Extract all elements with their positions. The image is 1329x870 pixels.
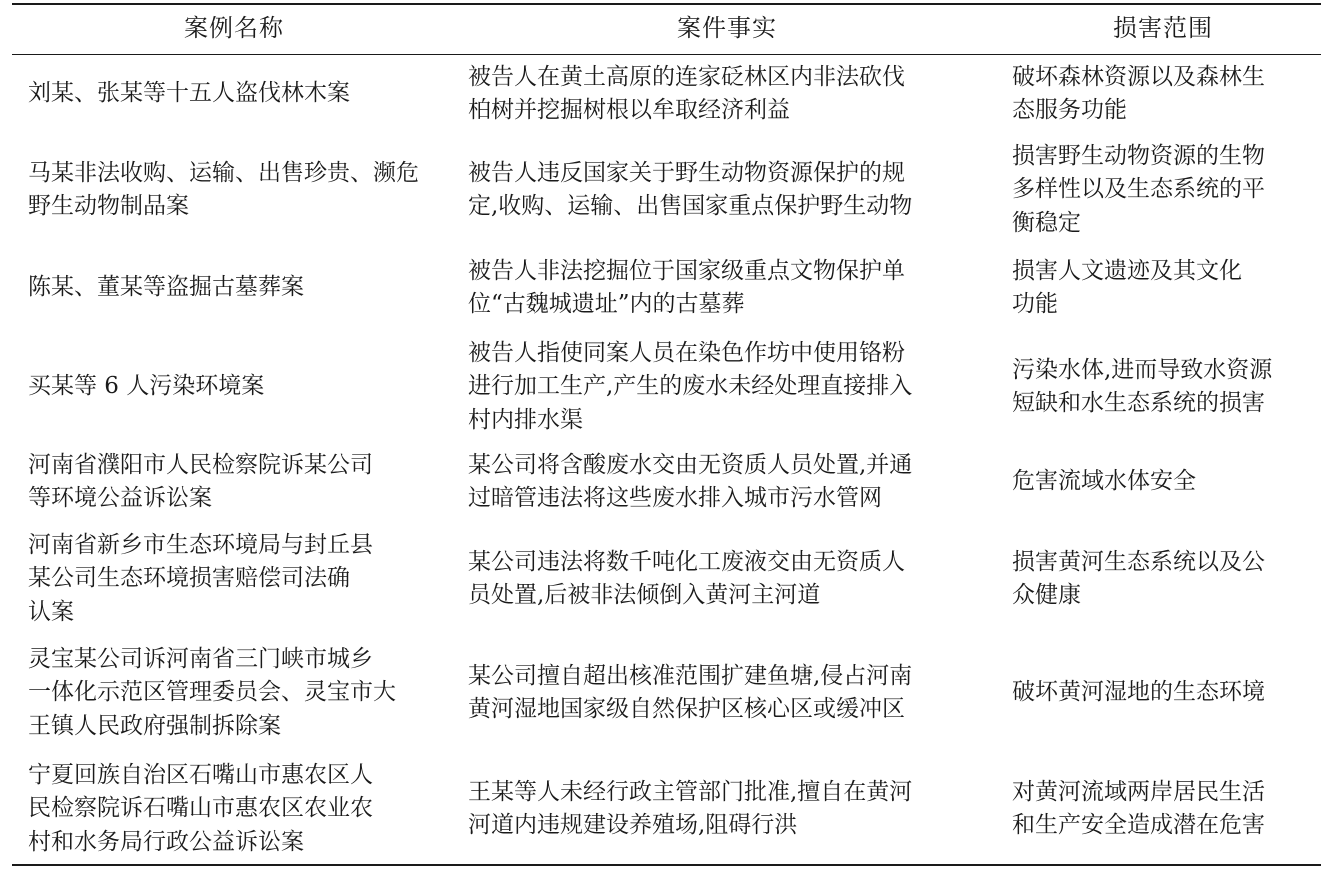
table-header-rule	[12, 54, 1321, 55]
damage-scope-cell: 损害黄河生态系统以及公 众健康	[1012, 548, 1265, 608]
table-row	[0, 58, 1329, 130]
case-fact-cell: 王某等人未经行政主管部门批准,擅自在黄河 河道内违规建设养殖场,阻碍行洪	[468, 778, 913, 838]
damage-scope-cell: 破坏黄河湿地的生态环境	[1012, 679, 1265, 706]
case-fact-cell: 被告人非法挖掘位于国家级重点文物保护单 位“古魏城遗址”内的古墓葬	[468, 257, 905, 317]
table-row	[0, 136, 1329, 244]
table-top-rule	[12, 3, 1321, 5]
header-case-name: 案例名称	[184, 14, 284, 42]
damage-scope-cell: 破坏森林资源以及森林生 态服务功能	[1012, 63, 1265, 123]
case-fact-cell: 某公司擅自超出核准范围扩建鱼塘,侵占河南 黄河湿地国家级自然保护区核心区或缓冲区	[468, 662, 913, 722]
damage-scope-cell: 损害野生动物资源的生物 多样性以及生态系统的平 衡稳定	[1012, 142, 1265, 236]
table-row	[0, 334, 1329, 440]
case-fact-cell: 某公司将含酸废水交由无资质人员处置,并通 过暗管违法将这些废水排入城市污水管网	[468, 451, 913, 511]
case-name-cell: 河南省新乡市生态环境局与封丘县 某公司生态环境损害赔偿司法确 认案	[28, 531, 373, 625]
table-row	[0, 446, 1329, 518]
damage-scope-cell: 污染水体,进而导致水资源 短缺和水生态系统的损害	[1012, 356, 1273, 416]
table-row	[0, 756, 1329, 862]
case-name-cell: 刘某、张某等十五人盗伐林木案	[28, 80, 350, 107]
table-header	[0, 6, 1329, 54]
table-bottom-rule	[12, 864, 1321, 866]
damage-scope-cell: 对黄河流域两岸居民生活 和生产安全造成潜在危害	[1012, 778, 1265, 838]
damage-scope-cell: 危害流域水体安全	[1012, 468, 1196, 495]
case-name-cell: 买某等 6 人污染环境案	[28, 373, 265, 400]
table-row	[0, 640, 1329, 746]
case-name-cell: 灵宝某公司诉河南省三门峡市城乡 一体化示范区管理委员会、灵宝市大 王镇人民政府强制拆除案	[28, 645, 396, 739]
case-name-cell: 马某非法收购、运输、出售珍贵、濒危 野生动物制品案	[28, 159, 419, 219]
header-damage-scope: 损害范围	[1113, 14, 1213, 42]
case-fact-cell: 某公司违法将数千吨化工废液交由无资质人 员处置,后被非法倾倒入黄河主河道	[468, 548, 905, 608]
damage-scope-cell: 损害人文遗迹及其文化 功能	[1012, 257, 1242, 317]
case-fact-cell: 被告人在黄土高原的连家砭林区内非法砍伐 柏树并挖掘树根以牟取经济利益	[468, 63, 905, 123]
table-row	[0, 250, 1329, 326]
case-fact-cell: 被告人指使同案人员在染色作坊中使用铬粉 进行加工生产,产生的废水未经处理直接排入 村内排水渠	[468, 339, 913, 433]
case-name-cell: 河南省濮阳市人民检察院诉某公司 等环境公益诉讼案	[28, 451, 373, 511]
table-row	[0, 526, 1329, 632]
case-name-cell: 陈某、董某等盗掘古墓葬案	[28, 274, 304, 301]
case-name-cell: 宁夏回族自治区石嘴山市惠农区人 民检察院诉石嘴山市惠农区农业农 村和水务局行政公益诉讼案	[28, 761, 373, 855]
case-fact-cell: 被告人违反国家关于野生动物资源保护的规 定,收购、运输、出售国家重点保护野生动物	[468, 159, 913, 219]
header-case-facts: 案件事实	[677, 14, 777, 42]
